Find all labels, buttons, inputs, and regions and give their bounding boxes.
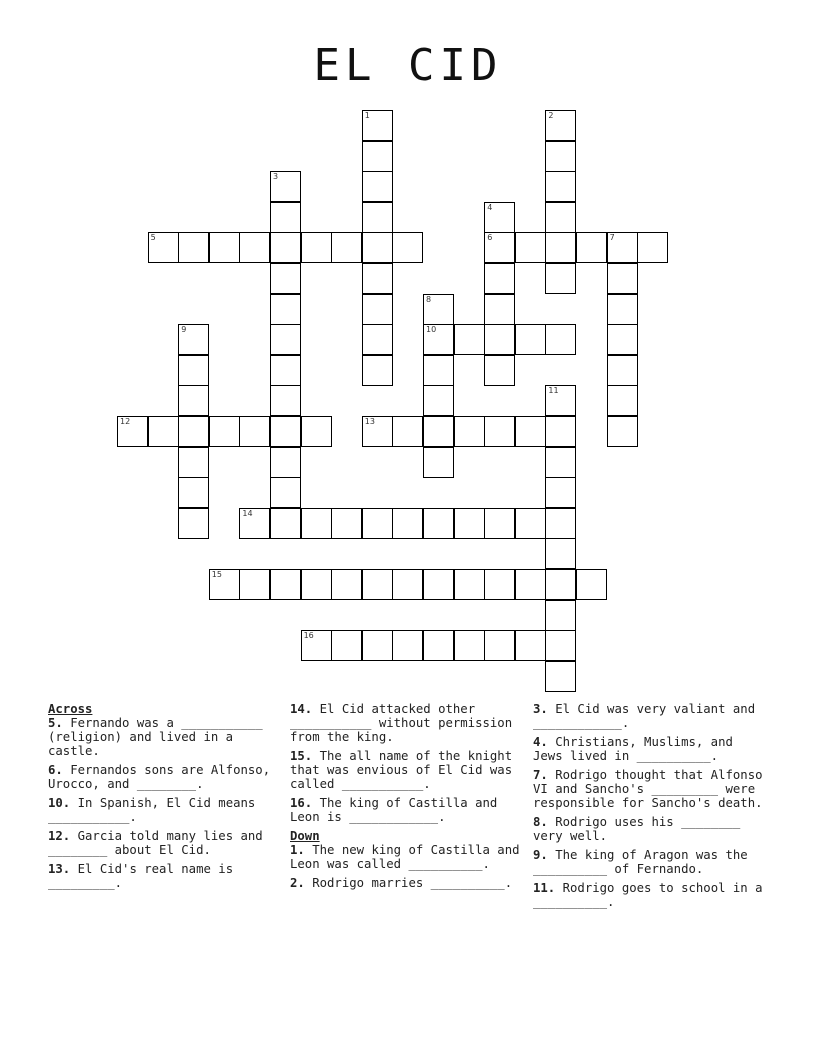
grid-cell[interactable] [362, 569, 393, 600]
down-heading: Down [290, 829, 320, 843]
grid-cell[interactable] [545, 171, 576, 202]
grid-cell[interactable] [576, 232, 607, 263]
clue-number: 14 [242, 508, 253, 518]
grid-cell[interactable] [117, 416, 148, 447]
across-clue-list [48, 716, 280, 890]
clue [48, 796, 280, 824]
clue-number: 11 [548, 386, 559, 396]
clue [290, 843, 526, 871]
grid-cell[interactable] [362, 141, 393, 172]
grid-cell[interactable] [301, 630, 332, 661]
grid-cell[interactable] [515, 508, 546, 539]
grid-cell[interactable] [607, 294, 638, 325]
clue-number-label: 8. [533, 815, 548, 829]
grid-cell[interactable] [270, 355, 301, 386]
clue-number: 3 [273, 172, 279, 182]
clue [290, 749, 526, 791]
grid-cell[interactable] [454, 630, 485, 661]
clue-text: Fernando was a ___________ (religion) and lived in a castle. [48, 716, 263, 758]
grid-cell[interactable] [607, 324, 638, 355]
grid-cell[interactable] [362, 110, 393, 141]
grid-cell[interactable] [637, 232, 668, 263]
grid-cell[interactable] [545, 416, 576, 447]
grid-cell[interactable] [270, 477, 301, 508]
clue-text: Garcia told many lies and ________ about El Cid. [48, 829, 263, 857]
grid-cell[interactable] [607, 355, 638, 386]
grid-cell[interactable] [423, 630, 454, 661]
grid-cell[interactable] [423, 294, 454, 325]
grid-cell[interactable] [454, 569, 485, 600]
clue-text: Christians, Muslims, and Jews lived in __________. [533, 735, 733, 763]
grid-cell[interactable] [576, 569, 607, 600]
grid-cell[interactable] [148, 232, 179, 263]
grid-cell[interactable] [239, 416, 270, 447]
grid-cell[interactable] [484, 232, 515, 263]
grid-cell[interactable] [362, 232, 393, 263]
clue [48, 716, 280, 758]
clue-number: 15 [211, 570, 222, 579]
grid-cell[interactable] [239, 508, 270, 539]
grid-cell[interactable] [545, 141, 576, 172]
grid-cell[interactable] [423, 416, 454, 447]
clue-number: 9 [181, 325, 187, 335]
grid-cell[interactable] [607, 263, 638, 294]
grid-cell[interactable] [545, 263, 576, 294]
clue-column-3 [533, 702, 769, 914]
grid-cell[interactable] [545, 202, 576, 233]
grid-cell[interactable] [239, 232, 270, 263]
grid-cell[interactable] [607, 416, 638, 447]
grid-cell[interactable] [545, 447, 576, 478]
grid-cell[interactable] [270, 232, 301, 263]
clue-text: El Cid's real name is _________. [48, 862, 234, 890]
grid-cell[interactable] [423, 569, 454, 600]
grid-cell[interactable] [545, 110, 576, 141]
grid-cell[interactable] [362, 294, 393, 325]
grid-cell[interactable] [148, 416, 179, 447]
grid-cell[interactable] [301, 416, 332, 447]
grid-cell[interactable] [362, 202, 393, 233]
clue-number: 8 [426, 294, 432, 304]
grid-cell[interactable] [178, 447, 209, 478]
clue-number: 2 [548, 111, 554, 120]
clue [533, 768, 769, 810]
grid-cell[interactable] [209, 416, 240, 447]
grid-cell[interactable] [515, 569, 546, 600]
clue-number-label: 15. [290, 749, 313, 763]
grid-cell[interactable] [178, 416, 209, 447]
clue-number-label: 3. [533, 702, 548, 716]
clue [48, 862, 280, 890]
grid-cell[interactable] [331, 630, 362, 661]
grid-cell[interactable] [270, 294, 301, 325]
grid-cell[interactable] [454, 324, 485, 355]
grid-cell[interactable] [178, 324, 209, 355]
grid-cell[interactable] [239, 569, 270, 600]
grid-cell[interactable] [270, 263, 301, 294]
clue-number-label: 2. [290, 876, 305, 890]
grid-cell[interactable] [484, 416, 515, 447]
clue [290, 702, 526, 744]
clue-number: 10 [426, 325, 437, 335]
puzzle-title: EL CID [313, 40, 503, 91]
grid-cell[interactable] [545, 569, 576, 600]
grid-cell[interactable] [270, 569, 301, 600]
grid-cell[interactable] [331, 508, 362, 539]
clue-text: Rodrigo marries __________. [304, 876, 513, 890]
clue-number: 16 [303, 631, 314, 641]
grid-cell[interactable] [392, 569, 423, 600]
clue-text: In Spanish, El Cid means ___________. [48, 796, 256, 824]
grid-cell[interactable] [484, 630, 515, 661]
clue-number: 13 [364, 417, 375, 426]
grid-cell[interactable] [362, 416, 393, 447]
clue [48, 763, 280, 791]
clue-number-label: 9. [533, 848, 548, 862]
grid-cell[interactable] [362, 324, 393, 355]
clue-number: 5 [150, 233, 156, 243]
clue-number-label: 7. [533, 768, 548, 782]
grid-cell[interactable] [545, 600, 576, 631]
grid-cell[interactable] [178, 508, 209, 539]
grid-cell[interactable] [178, 232, 209, 263]
grid-cell[interactable] [178, 385, 209, 416]
clue-text: The king of Aragon was the __________ of Fernando. [533, 848, 748, 876]
grid-cell[interactable] [484, 569, 515, 600]
grid-cell[interactable] [545, 661, 576, 692]
clue-number: 6 [487, 233, 493, 243]
grid-cell[interactable] [515, 630, 546, 661]
grid-cell[interactable] [423, 324, 454, 355]
grid-cell[interactable] [545, 630, 576, 661]
grid-cell[interactable] [392, 630, 423, 661]
grid-cell[interactable] [545, 232, 576, 263]
clue-number: 7 [609, 233, 615, 243]
grid-cell[interactable] [484, 202, 515, 233]
down-clue-list [290, 843, 526, 890]
grid-cell[interactable] [270, 416, 301, 447]
grid-cell[interactable] [270, 385, 301, 416]
down-clue-list-continued [533, 702, 769, 909]
clue-number-label: 4. [533, 735, 548, 749]
grid-cell[interactable] [484, 324, 515, 355]
clue-number: 1 [364, 111, 370, 120]
clue [533, 702, 769, 730]
grid-cell[interactable] [270, 202, 301, 233]
grid-cell[interactable] [392, 232, 423, 263]
grid-cell[interactable] [484, 508, 515, 539]
clue-number-label: 16. [290, 796, 313, 810]
clue-text: Rodrigo goes to school in a __________. [533, 881, 763, 909]
clue-number: 12 [120, 417, 131, 426]
grid-cell[interactable] [270, 324, 301, 355]
grid-cell[interactable] [331, 232, 362, 263]
grid-cell[interactable] [607, 232, 638, 263]
grid-cell[interactable] [545, 324, 576, 355]
clue [290, 796, 526, 824]
grid-cell[interactable] [178, 355, 209, 386]
clue [533, 848, 769, 876]
clue [48, 829, 280, 857]
clue-text: Fernandos sons are Alfonso, Urocco, and ________. [48, 763, 271, 791]
grid-cell[interactable] [423, 355, 454, 386]
grid-cell[interactable] [209, 232, 240, 263]
grid-cell[interactable] [331, 569, 362, 600]
across-heading: Across [48, 702, 93, 716]
clue-text: The king of Castilla and Leon is ____________. [290, 796, 498, 824]
clue-text: The new king of Castilla and Leon was called __________. [290, 843, 520, 871]
grid-cell[interactable] [209, 569, 240, 600]
clue-number: 4 [487, 202, 493, 212]
clue-number-label: 14. [290, 702, 313, 716]
clue-number-label: 10. [48, 796, 71, 810]
grid-cell[interactable] [270, 508, 301, 539]
grid-cell[interactable] [454, 416, 485, 447]
grid-cell[interactable] [545, 538, 576, 569]
clue-number-label: 11. [533, 881, 556, 895]
grid-cell[interactable] [423, 508, 454, 539]
grid-cell[interactable] [545, 508, 576, 539]
grid-cell[interactable] [423, 447, 454, 478]
grid-cell[interactable] [515, 416, 546, 447]
clue-text: Rodrigo uses his ________ very well. [533, 815, 741, 843]
clue-column-2 [290, 702, 526, 895]
clue-text: El Cid was very valiant and ____________. [533, 702, 756, 730]
grid-cell[interactable] [270, 171, 301, 202]
grid-cell[interactable] [454, 508, 485, 539]
grid-cell[interactable] [362, 630, 393, 661]
grid-cell[interactable] [484, 355, 515, 386]
clue [533, 815, 769, 843]
clue [533, 881, 769, 909]
clue-text: El Cid attacked other ___________ without permission from the king. [290, 702, 513, 744]
grid-cell[interactable] [301, 232, 332, 263]
grid-cell[interactable] [515, 324, 546, 355]
clue-number-label: 5. [48, 716, 63, 730]
grid-cell[interactable] [301, 569, 332, 600]
grid-cell[interactable] [484, 263, 515, 294]
clue-number-label: 13. [48, 862, 71, 876]
clue-column-1 [48, 702, 280, 895]
across-clue-list-continued [290, 702, 526, 824]
clue-number-label: 1. [290, 843, 305, 857]
clue-text: The all name of the knight that was envious of El Cid was called ___________. [290, 749, 513, 791]
grid-cell[interactable] [392, 416, 423, 447]
grid-cell[interactable] [362, 508, 393, 539]
grid-cell[interactable] [423, 385, 454, 416]
grid-cell[interactable] [515, 232, 546, 263]
clue-number-label: 6. [48, 763, 63, 777]
grid-cell[interactable] [392, 508, 423, 539]
grid-cell[interactable] [301, 508, 332, 539]
grid-cell[interactable] [545, 477, 576, 508]
grid-cell[interactable] [178, 477, 209, 508]
clue-text: Rodrigo thought that Alfonso VI and Sancho's _________ were responsible for Sancho's death. [533, 768, 763, 810]
grid-cell[interactable] [545, 385, 576, 416]
clue-number-label: 12. [48, 829, 71, 843]
grid-cell[interactable] [607, 385, 638, 416]
grid-cell[interactable] [362, 171, 393, 202]
grid-cell[interactable] [484, 294, 515, 325]
grid-cell[interactable] [362, 355, 393, 386]
grid-cell[interactable] [362, 263, 393, 294]
clue [290, 876, 526, 890]
grid-cell[interactable] [270, 447, 301, 478]
clue [533, 735, 769, 763]
